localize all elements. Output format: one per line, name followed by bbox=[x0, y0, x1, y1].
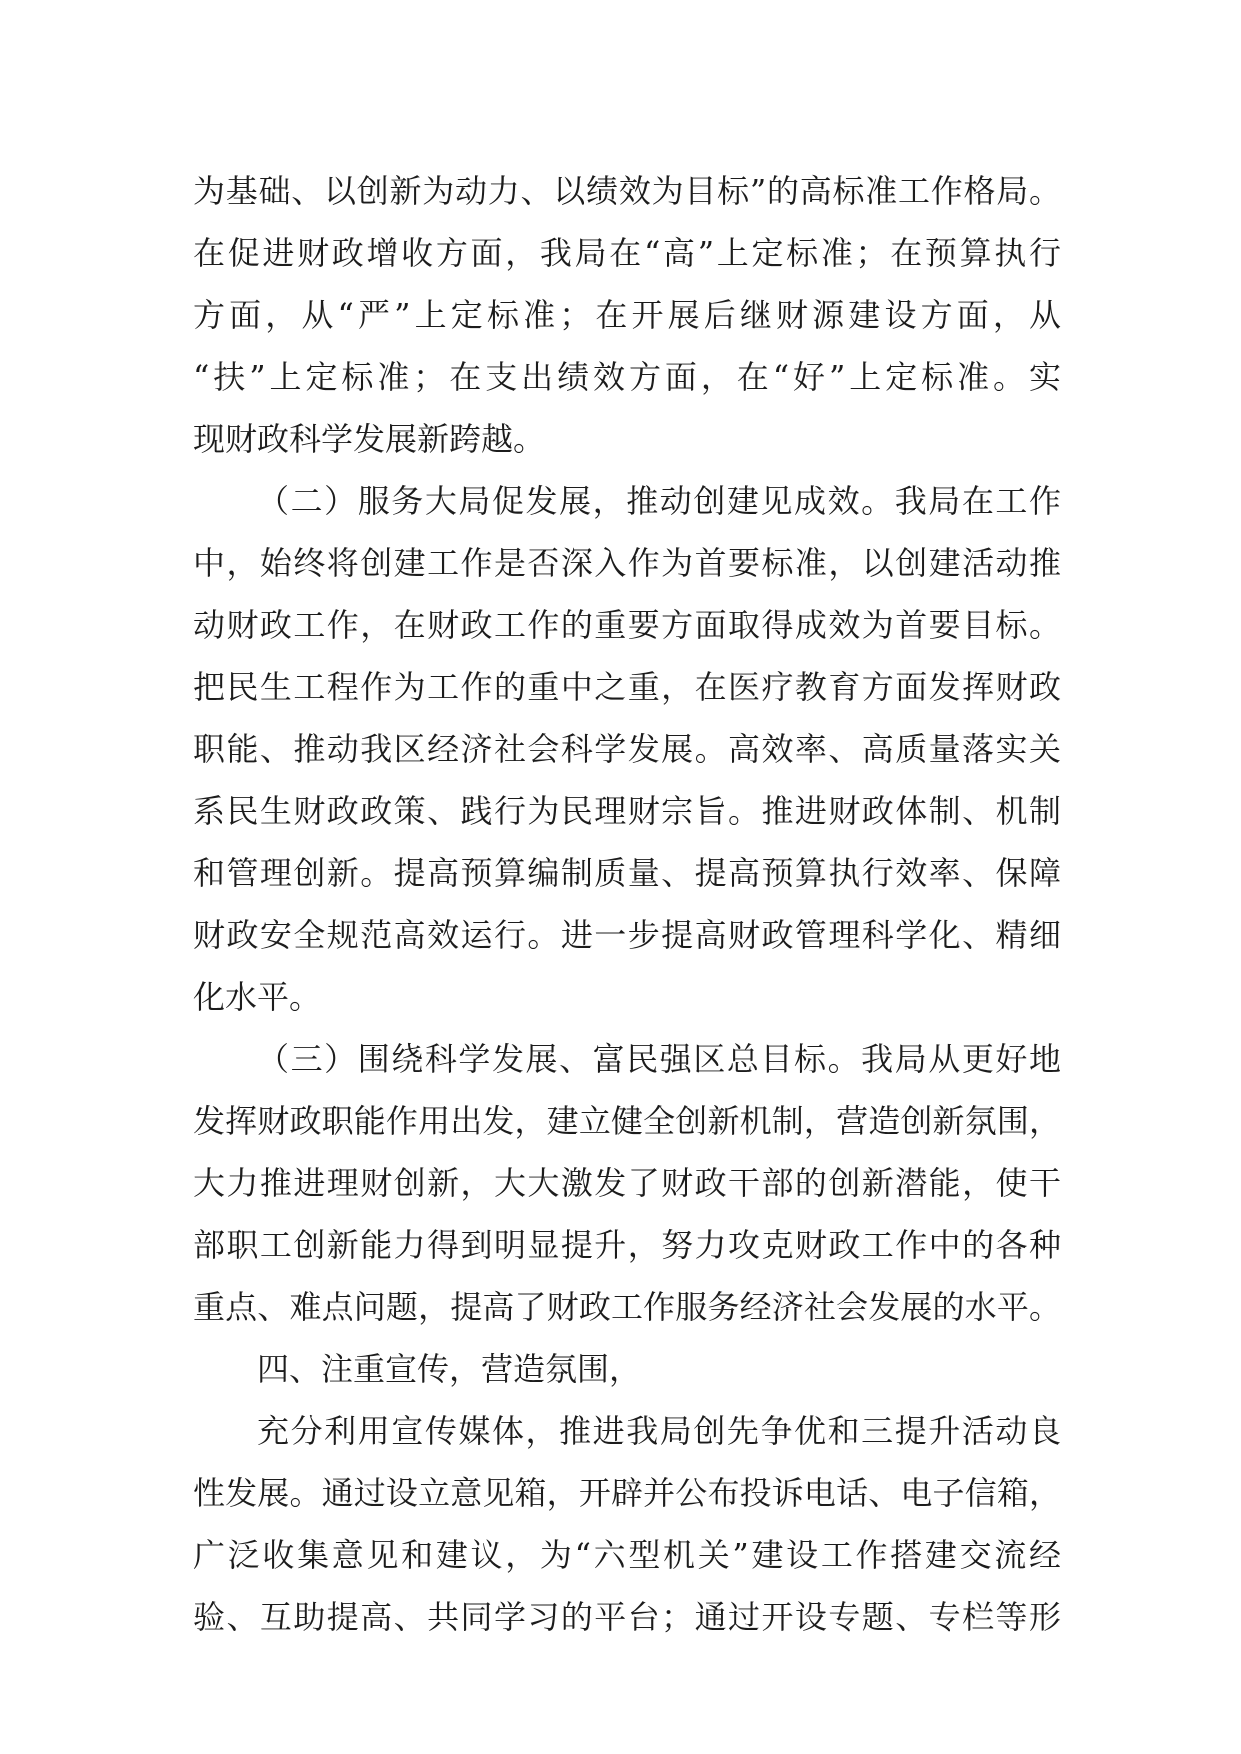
text-line: 重点、难点问题，提高了财政工作服务经济社会发展的水平。 bbox=[193, 1288, 1061, 1326]
text-line: （三）围绕科学发展、富民强区总目标。我局从更好地 bbox=[257, 1040, 1061, 1078]
text-line: 化水平。 bbox=[193, 978, 322, 1016]
text-line: 职能、推动我区经济社会科学发展。高效率、高质量落实关 bbox=[193, 730, 1061, 768]
text-line: 充分利用宣传媒体，推进我局创先争优和三提升活动良 bbox=[257, 1412, 1061, 1450]
text-line: 动财政工作，在财政工作的重要方面取得成效为首要目标。 bbox=[193, 606, 1061, 644]
text-line: 现财政科学发展新跨越。 bbox=[193, 420, 546, 458]
text-line: 四、注重宣传，营造氛围， bbox=[257, 1350, 642, 1388]
text-line: 财政安全规范高效运行。进一步提高财政管理科学化、精细 bbox=[193, 916, 1061, 954]
text-line: “扶”上定标准；在支出绩效方面，在“好”上定标准。实 bbox=[193, 358, 1061, 396]
text-line: 发挥财政职能作用出发，建立健全创新机制，营造创新氛围， bbox=[193, 1102, 1061, 1140]
text-line: 中，始终将创建工作是否深入作为首要标准，以创建活动推 bbox=[193, 544, 1061, 582]
text-line: 和管理创新。提高预算编制质量、提高预算执行效率、保障 bbox=[193, 854, 1061, 892]
text-line: 验、互助提高、共同学习的平台；通过开设专题、专栏等形 bbox=[193, 1598, 1061, 1636]
text-line: 把民生工程作为工作的重中之重，在医疗教育方面发挥财政 bbox=[193, 668, 1061, 706]
text-line: 为基础、以创新为动力、以绩效为目标”的高标准工作格局。 bbox=[193, 172, 1061, 210]
text-line: 方面，从“严”上定标准；在开展后继财源建设方面，从 bbox=[193, 296, 1061, 334]
text-line: 部职工创新能力得到明显提升，努力攻克财政工作中的各种 bbox=[193, 1226, 1061, 1264]
text-line: 在促进财政增收方面，我局在“高”上定标准；在预算执行 bbox=[193, 234, 1061, 272]
text-line: 大力推进理财创新，大大激发了财政干部的创新潜能，使干 bbox=[193, 1164, 1061, 1202]
document-body bbox=[193, 160, 1061, 1648]
text-line: （二）服务大局促发展，推动创建见成效。我局在工作 bbox=[257, 482, 1061, 520]
text-line: 性发展。通过设立意见箱，开辟并公布投诉电话、电子信箱， bbox=[193, 1474, 1061, 1512]
text-line: 系民生财政政策、践行为民理财宗旨。推进财政体制、机制 bbox=[193, 792, 1061, 830]
text-line: 广泛收集意见和建议，为“六型机关”建设工作搭建交流经 bbox=[193, 1536, 1061, 1574]
